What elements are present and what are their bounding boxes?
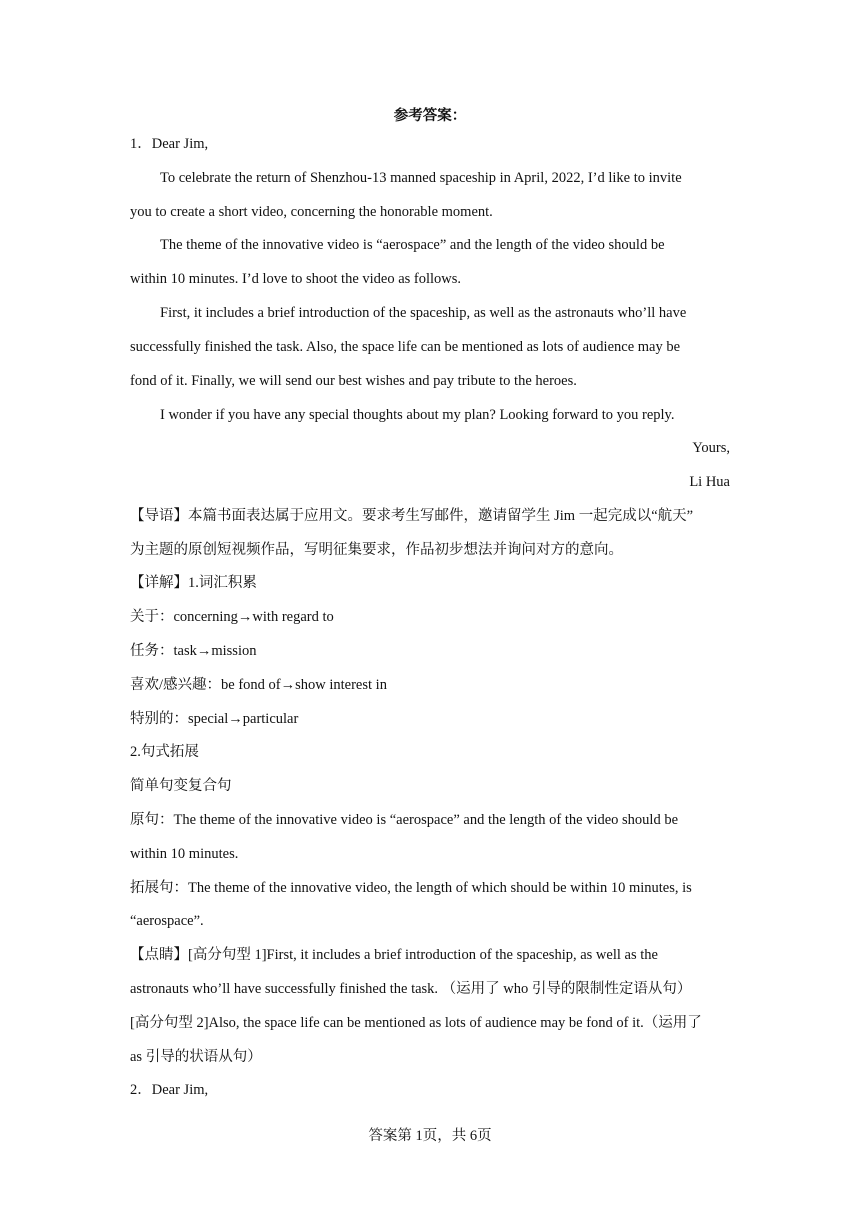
section-2-heading: 2.句式拓展 xyxy=(130,744,199,760)
letter-1-paragraph-1-line-1: To celebrate the return of Shenzhou-13 manned spaceship in April, 2022, I’d like to invite xyxy=(160,170,682,186)
section-2-subheading: 简单句变复合句 xyxy=(130,778,232,794)
letter-1-paragraph-1-line-2: you to create a short video, concerning the honorable moment. xyxy=(130,204,493,220)
letter-1-paragraph-4-line-1: I wonder if you have any special thoughts about my plan? Looking forward to you reply. xyxy=(160,407,675,423)
letter-1-signature: Li Hua xyxy=(689,474,730,490)
highlight-line-4: as 引导的状语从句） xyxy=(130,1049,262,1065)
original-sentence-line-2: within 10 minutes. xyxy=(130,846,239,862)
vocab-item: 关于：concerning→with regard to xyxy=(130,609,334,625)
extended-sentence-line-1: 拓展句：The theme of the innovative video, the length of which should be within 10 minutes, is xyxy=(130,880,692,896)
letter-1-salutation: 1．Dear Jim, xyxy=(130,136,209,152)
letter-2-salutation: 2．Dear Jim, xyxy=(130,1082,209,1098)
guide-line-1: 【导语】本篇书面表达属于应用文。要求考生写邮件，邀请留学生 Jim 一起完成以“航天” xyxy=(130,508,694,524)
page-title: 参考答案： xyxy=(393,108,467,124)
letter-1-paragraph-2-line-2: within 10 minutes. I’d love to shoot the video as follows. xyxy=(130,271,462,287)
letter-1-paragraph-3-line-2: successfully finished the task. Also, the space life can be mentioned as lots of audience may be xyxy=(130,339,681,355)
letter-1-closing: Yours, xyxy=(692,440,730,456)
highlight-line-3: [高分句型 2]Also, the space life can be mentioned as lots of audience may be fond of it.（运用了 xyxy=(130,1015,702,1031)
highlight-line-1: 【点睛】[高分句型 1]First, it includes a brief introduction of the spaceship, as well as the xyxy=(130,947,658,963)
guide-line-2: 为主题的原创短视频作品，写明征集要求，作品初步想法并询问对方的意向。 xyxy=(130,542,623,558)
extended-sentence-line-2: “aerospace”. xyxy=(130,913,204,929)
vocab-item: 特别的：special→particular xyxy=(130,711,299,727)
letter-1-paragraph-3-line-3: fond of it. Finally, we will send our best wishes and pay tribute to the heroes. xyxy=(130,373,577,389)
vocab-item: 喜欢/感兴趣：be fond of→show interest in xyxy=(130,677,387,693)
letter-1-paragraph-2-line-1: The theme of the innovative video is “aerospace” and the length of the video should be xyxy=(160,237,665,253)
details-heading: 【详解】1.词汇积累 xyxy=(130,575,257,591)
page-footer: 答案第 1页，共 6页 xyxy=(368,1128,492,1144)
letter-1-paragraph-3-line-1: First, it includes a brief introduction of the spaceship, as well as the astronauts who’ll have xyxy=(160,305,687,321)
highlight-line-2: astronauts who’ll have successfully finished the task. （运用了 who 引导的限制性定语从句） xyxy=(130,981,692,997)
vocab-item: 任务：task→mission xyxy=(130,643,257,659)
original-sentence-line-1: 原句：The theme of the innovative video is “aerospace” and the length of the video should be xyxy=(130,812,679,828)
